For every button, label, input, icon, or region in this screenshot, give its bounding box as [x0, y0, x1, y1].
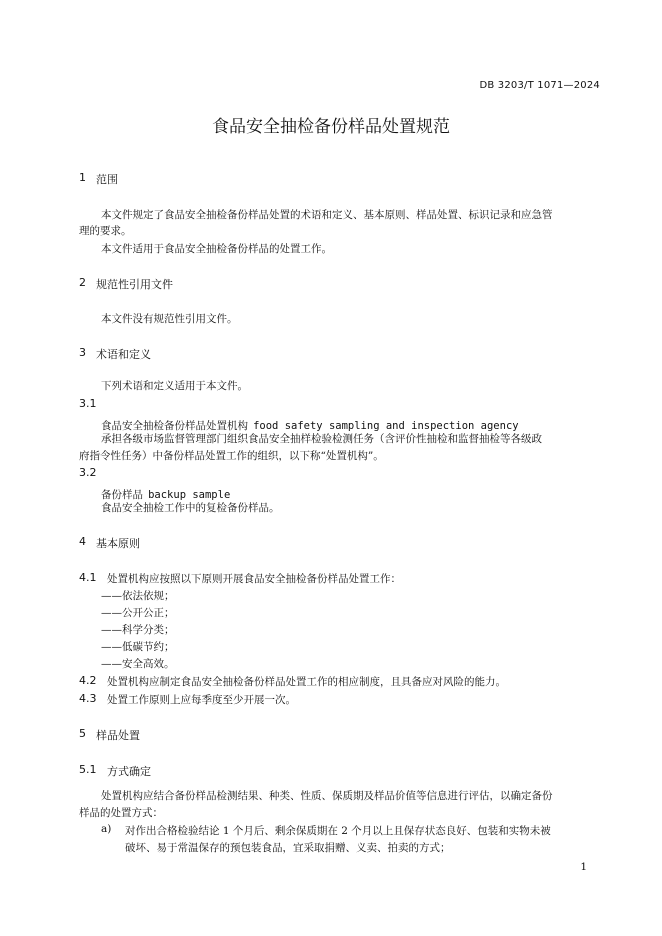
section-heading-normative-references: 规范性引用文件	[96, 278, 173, 291]
clause-number: 4.2	[79, 674, 97, 687]
list-item-text: 破坏、易于常温保存的预包装食品，宜采取捐赠、义卖、拍卖的方式；	[125, 842, 451, 854]
paragraph-line: 本文件规定了食品安全抽检备份样品处置的术语和定义、基本原则、样品处置、标识记录和应急管	[101, 209, 553, 221]
definition-line: 府指令性任务）中备份样品处置工作的组织，以下称“处置机构”。	[79, 450, 384, 462]
term-english: food safety sampling and inspection agency	[253, 420, 519, 432]
section-number: 1	[79, 171, 86, 184]
subsection-heading: 方式确定	[107, 765, 151, 778]
term-chinese: 备份样品	[101, 489, 143, 501]
term-number: 3.1	[79, 397, 97, 410]
term-number: 3.2	[79, 466, 97, 479]
term-english: backup sample	[148, 489, 231, 501]
page-title: 食品安全抽检备份样品处置规范	[212, 117, 450, 137]
section-heading-scope: 范围	[96, 173, 118, 186]
dash-list-item: ——科学分类；	[101, 624, 175, 636]
section-number: 4	[79, 535, 86, 548]
dash-list-item: ——依法依规；	[101, 590, 175, 602]
section-heading-terms: 术语和定义	[96, 348, 151, 361]
section-heading-sample-disposal: 样品处置	[96, 729, 140, 742]
section-number: 3	[79, 346, 86, 359]
subsection-number: 5.1	[79, 763, 97, 776]
section-number: 2	[79, 276, 86, 289]
term-chinese: 食品安全抽检备份样品处置机构	[101, 420, 248, 432]
dash-list-item: ——安全高效。	[101, 658, 175, 670]
definition-line: 承担各级市场监督管理部门组织食品安全抽样检验检测任务（含评价性抽检和监督抽检等各级政	[101, 433, 542, 445]
paragraph-line: 下列术语和定义适用于本文件。	[101, 380, 248, 392]
clause-text: 处置机构应制定食品安全抽检备份样品处置工作的相应制度，且具备应对风险的能力。	[107, 676, 506, 688]
clause-text: 处置机构应按照以下原则开展食品安全抽检备份样品处置工作：	[107, 573, 401, 585]
clause-text: 处置工作原则上应每季度至少开展一次。	[107, 694, 296, 706]
paragraph-line: 处置机构应结合备份样品检测结果、种类、性质、保质期及样品价值等信息进行评估，以确定备份	[101, 790, 553, 802]
clause-number: 4.3	[79, 692, 97, 705]
dash-list-item: ——公开公正；	[101, 607, 175, 619]
section-number: 5	[79, 727, 86, 740]
clause-number: 4.1	[79, 571, 97, 584]
paragraph-line: 理的要求。	[79, 225, 132, 237]
definition-line: 食品安全抽检工作中的复检备份样品。	[101, 502, 280, 514]
section-heading-basic-principles: 基本原则	[96, 537, 140, 550]
list-item-text: 对作出合格检验结论 1 个月后、剩余保质期在 2 个月以上且保存状态良好、包装和实物未被	[125, 825, 551, 837]
dash-list-item: ——低碳节约；	[101, 641, 175, 653]
paragraph-line: 本文件没有规范性引用文件。	[101, 313, 238, 325]
page-number: 1	[580, 861, 587, 873]
paragraph-line: 本文件适用于食品安全抽检备份样品的处置工作。	[101, 243, 332, 255]
list-item-label: a)	[101, 823, 112, 835]
standard-number: DB 3203/T 1071—2024	[479, 80, 600, 91]
paragraph-line: 样品的处置方式：	[79, 807, 163, 819]
